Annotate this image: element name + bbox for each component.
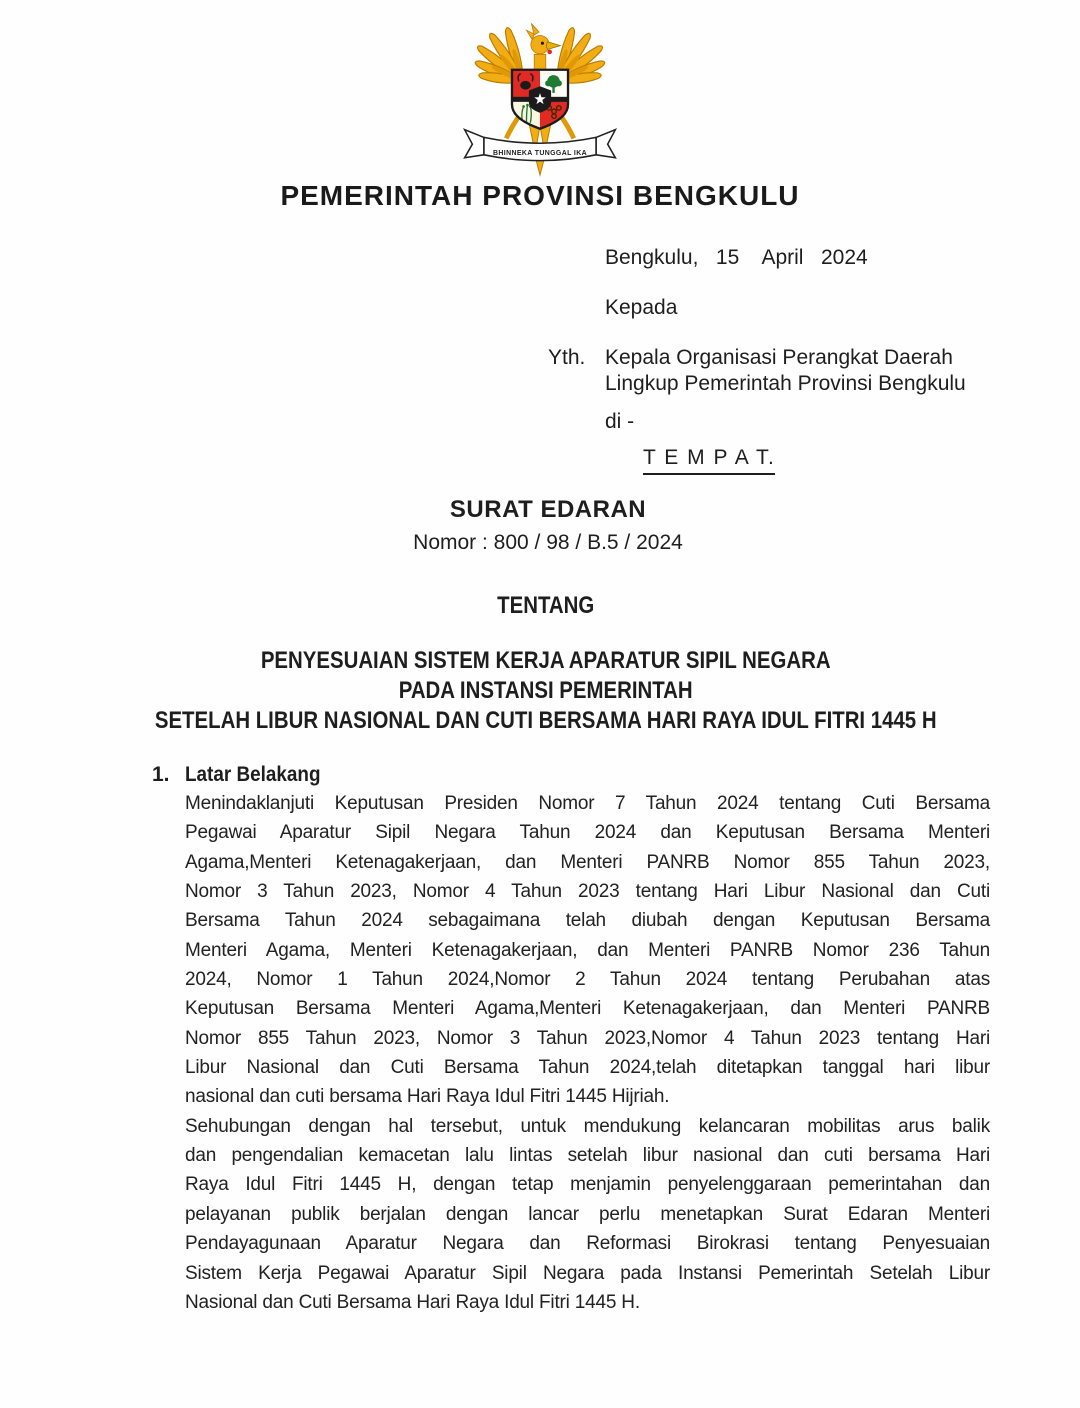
recipient-line: Kepala Organisasi Perangkat Daerah [605, 346, 953, 369]
subject-title-line: PENYESUAIAN SISTEM KERJA APARATUR SIPIL NEGARA [260, 647, 831, 674]
yth-label: Yth. [548, 346, 586, 369]
emblem-motto: BHINNEKA TUNGGAL IKA [492, 149, 588, 157]
section-number: 1. [152, 763, 170, 786]
recipient-block [548, 345, 1008, 397]
paragraph-line: pelayanan publik berjalan dengan lancar perlu menetapkan Surat Edaran Menteri [185, 1203, 990, 1225]
section-title: Latar Belakang [185, 763, 321, 786]
paragraph-line: Libur Nasional dan Cuti Bersama Tahun 2024,telah ditetapkan tanggal hari libur [185, 1057, 990, 1079]
doc-type-block [8, 496, 1080, 555]
tempat-label: T E M P A T. [643, 445, 775, 475]
doc-type: SURAT EDARAN [449, 496, 647, 523]
letter-body [152, 760, 1012, 1317]
doc-number: Nomor : 800 / 98 / B.5 / 2024 [413, 531, 683, 554]
paragraph-line: nasional dan cuti bersama Hari Raya Idul Fitri 1445 Hijriah. [185, 1086, 670, 1108]
paragraph-line: Bersama Tahun 2024 sebagaimana telah diubah dengan Keputusan Bersama [185, 910, 990, 932]
section-heading [152, 760, 1012, 789]
pancasila-shield [512, 70, 568, 131]
di-label: di - [605, 410, 635, 433]
letter-meta-block [548, 245, 1008, 475]
institution-name: PEMERINTAH PROVINSI BENGKULU [280, 180, 800, 211]
paragraph-line: Menindaklanjuti Keputusan Presiden Nomor 7 Tahun 2024 tentang Cuti Bersama [185, 793, 990, 814]
garuda-pancasila-icon [452, 6, 628, 178]
place-date: Bengkulu, 15 April 2024 [605, 246, 868, 269]
recipient-lines [605, 345, 966, 397]
recipient-line: Lingkup Pemerintah Provinsi Bengkulu [605, 372, 966, 395]
paragraph-line: Nomor 3 Tahun 2023, Nomor 4 Tahun 2023 tentang Hari Libur Nasional dan Cuti [185, 881, 990, 903]
kepada-label: Kepada [605, 296, 678, 319]
subject-title-line: PADA INSTANSI PEMERINTAH [398, 677, 693, 704]
paragraph-line: Raya Idul Fitri 1445 H, dengan tetap menjamin penyelenggaraan pemerintahan dan [185, 1174, 990, 1196]
paragraph-line: Keputusan Bersama Menteri Agama,Menteri Ketenagakerjaan, dan Menteri PANRB [185, 998, 990, 1020]
about-label: TENTANG [497, 592, 595, 619]
paragraph-line: Menteri Agama, Menteri Ketenagakerjaan, dan Menteri PANRB Nomor 236 Tahun [185, 939, 990, 961]
subject-title [0, 646, 1080, 736]
paragraph-line: Sehubungan dengan hal tersebut, untuk mendukung kelancaran mobilitas arus balik [185, 1115, 990, 1137]
paragraph-line: dan pengendalian kemacetan lalu lintas setelah libur nasional dan cuti bersama Hari [185, 1145, 990, 1167]
paragraph-line: Pendayagunaan Aparatur Negara dan Reformasi Birokrasi tentang Penyesuaian [185, 1233, 990, 1255]
garuda-pancasila-emblem [452, 6, 628, 178]
paragraph-line: 2024, Nomor 1 Tahun 2024,Nomor 2 Tahun 2024 tentang Perubahan atas [185, 969, 990, 991]
subject-title-line: SETELAH LIBUR NASIONAL DAN CUTI BERSAMA HARI RAYA IDUL FITRI 1445 H [154, 707, 937, 734]
tempat-wrap [548, 445, 1008, 475]
paragraph-line: Pegawai Aparatur Sipil Negara Tahun 2024 dan Keputusan Bersama Menteri [185, 822, 990, 844]
motto-banner [465, 130, 616, 161]
paragraph-line: Agama,Menteri Ketenagakerjaan, dan Menteri PANRB Nomor 855 Tahun 2023, [185, 851, 990, 873]
paragraph-line: Nomor 855 Tahun 2023, Nomor 3 Tahun 2023,Nomor 4 Tahun 2023 tentang Hari [185, 1027, 990, 1049]
section-paragraphs [185, 789, 990, 1317]
paragraph-line: Nasional dan Cuti Bersama Hari Raya Idul Fitri 1445 H. [185, 1291, 640, 1313]
garuda-head [526, 23, 560, 71]
paragraph-line: Sistem Kerja Pegawai Aparatur Sipil Negara pada Instansi Pemerintah Setelah Libur [185, 1262, 990, 1284]
